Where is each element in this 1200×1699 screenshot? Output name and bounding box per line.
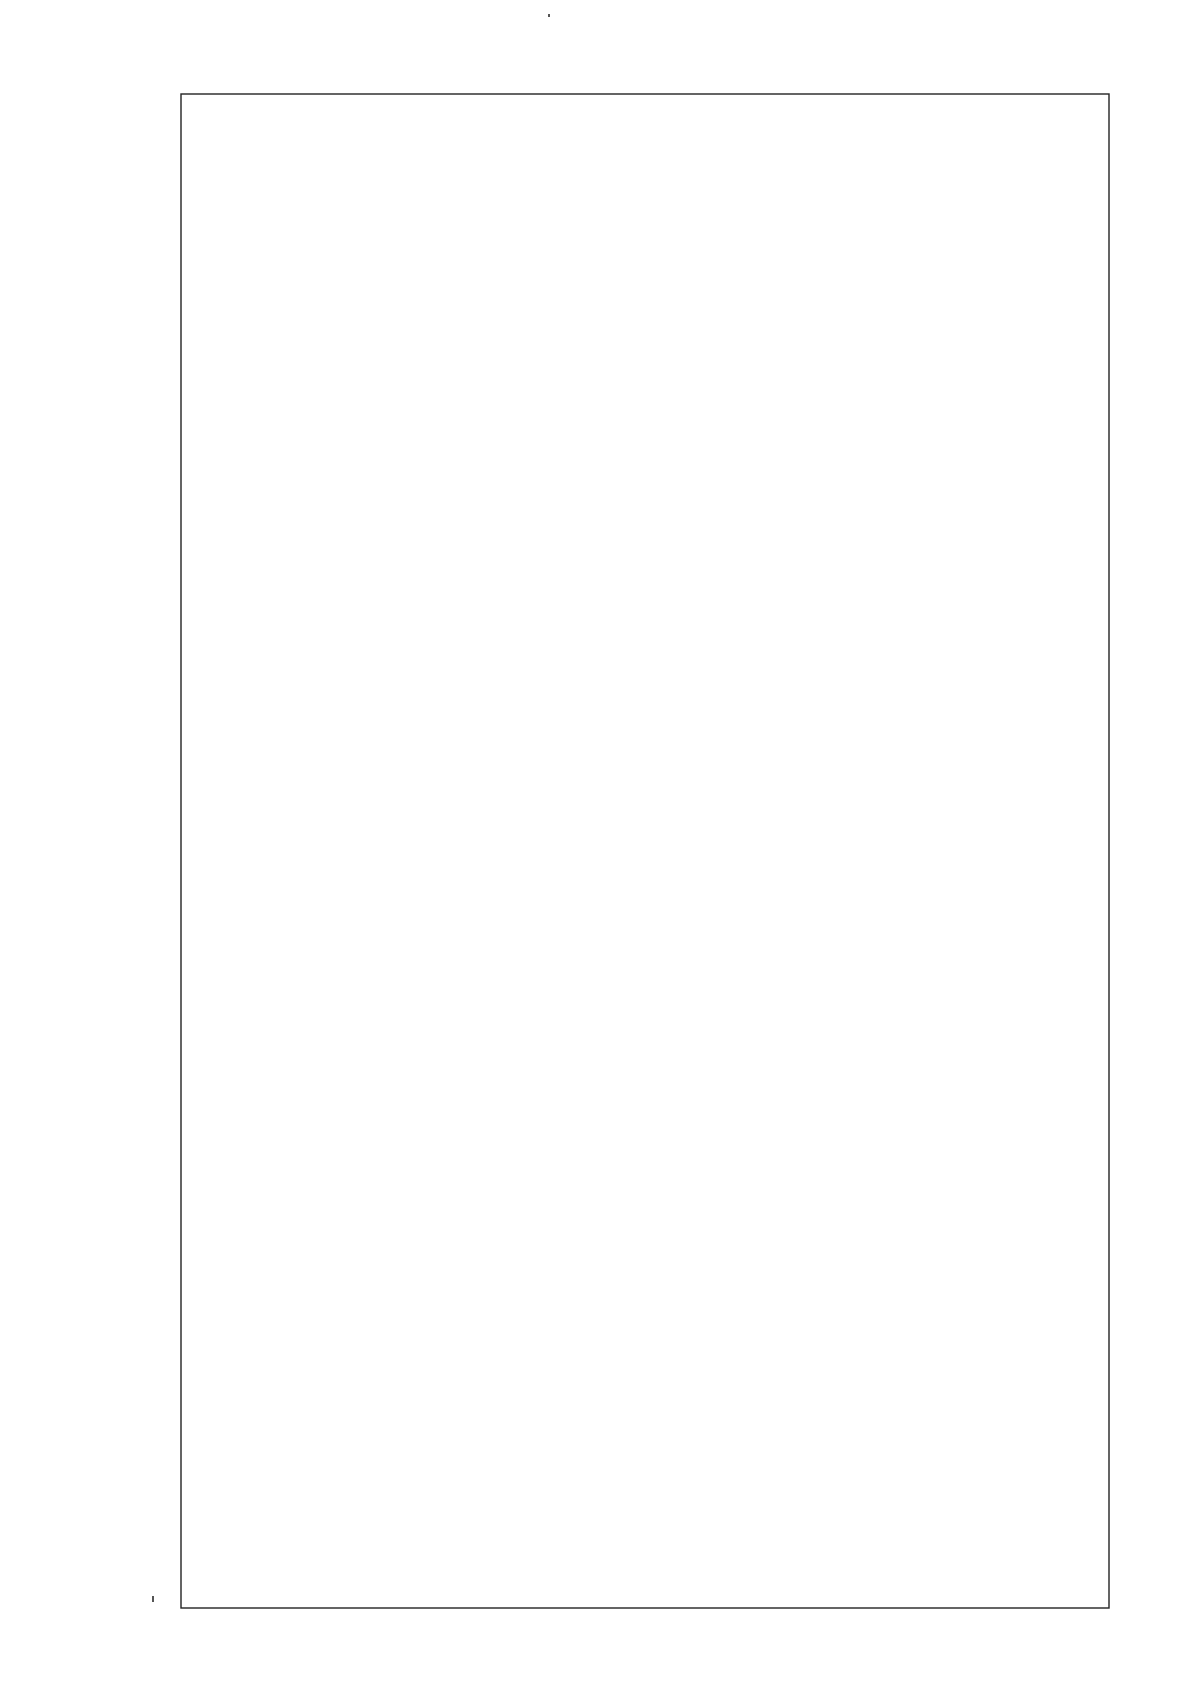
table-outline [181, 94, 1109, 1608]
